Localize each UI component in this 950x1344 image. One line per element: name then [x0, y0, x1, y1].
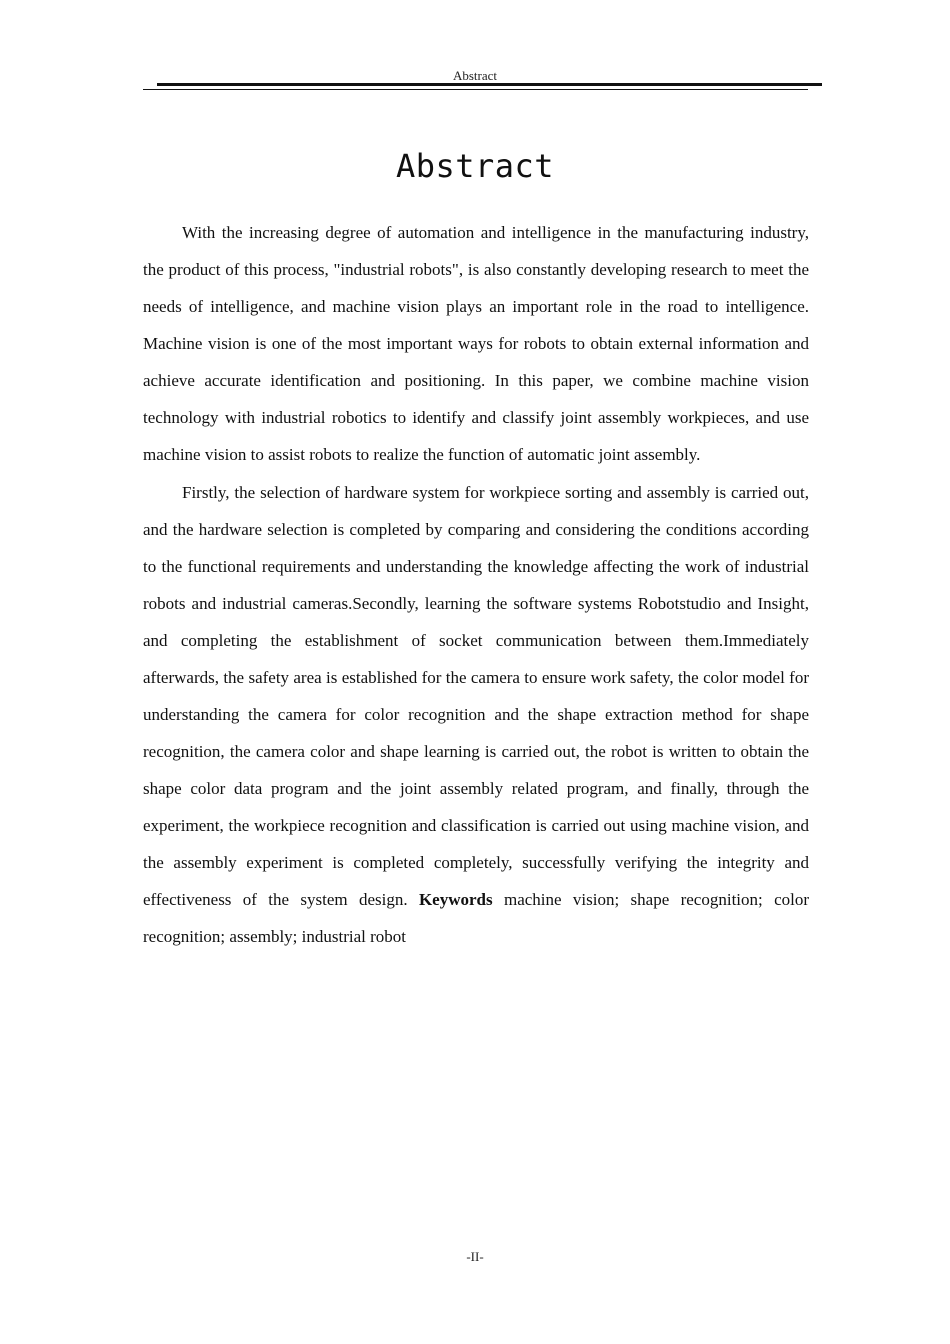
header-rule-thick [157, 83, 822, 86]
header-rule-thin [143, 89, 808, 90]
abstract-paragraph-1: With the increasing degree of automation and intelligence in the manufacturing industry, the product of this process, "industrial robots", is also constantly developing research to meet the needs of intelligence, and machine vision plays an important role in the road to intelligence. Machine vision is one of the most important ways for robots to obtain external information and achieve accurate identification and positioning. In this paper, we combine machine vision technology with industrial robotics to identify and classify joint assembly workpieces, and use machine vision to assist robots to realize the function of automatic joint assembly. [143, 223, 809, 464]
abstract-body [143, 214, 809, 955]
keywords-list: machine vision; shape recognition; color recognition; assembly; industrial robot [143, 890, 810, 946]
page-title: Abstract [395, 147, 555, 185]
abstract-paragraph-2 [143, 474, 809, 955]
keywords-label: Keywords [418, 890, 493, 909]
abstract-paragraph-2-text: Firstly, the selection of hardware system for workpiece sorting and assembly is carried out, and the hardware selection is completed by comparing and considering the conditions according to the functional requirements and understanding the knowledge affecting the work of industrial robots and industrial cameras.Secondly, learning the software systems Robotstudio and Insight, and completing the establishment of socket communication between them.Immediately afterwards, the safety area is established for the camera to ensure work safety, the color model for understanding the camera for color recognition and the shape extraction method for shape recognition, the camera color and shape learning is carried out, the robot is written to obtain the shape color data program and the joint assembly related program, and finally, through the experiment, the workpiece recognition and classification is carried out using machine vision, and the assembly experiment is completed completely, successfully verifying the integrity and effectiveness of the system design. [143, 483, 809, 909]
page-number: -II- [466, 1249, 484, 1264]
running-header: Abstract [452, 68, 498, 83]
